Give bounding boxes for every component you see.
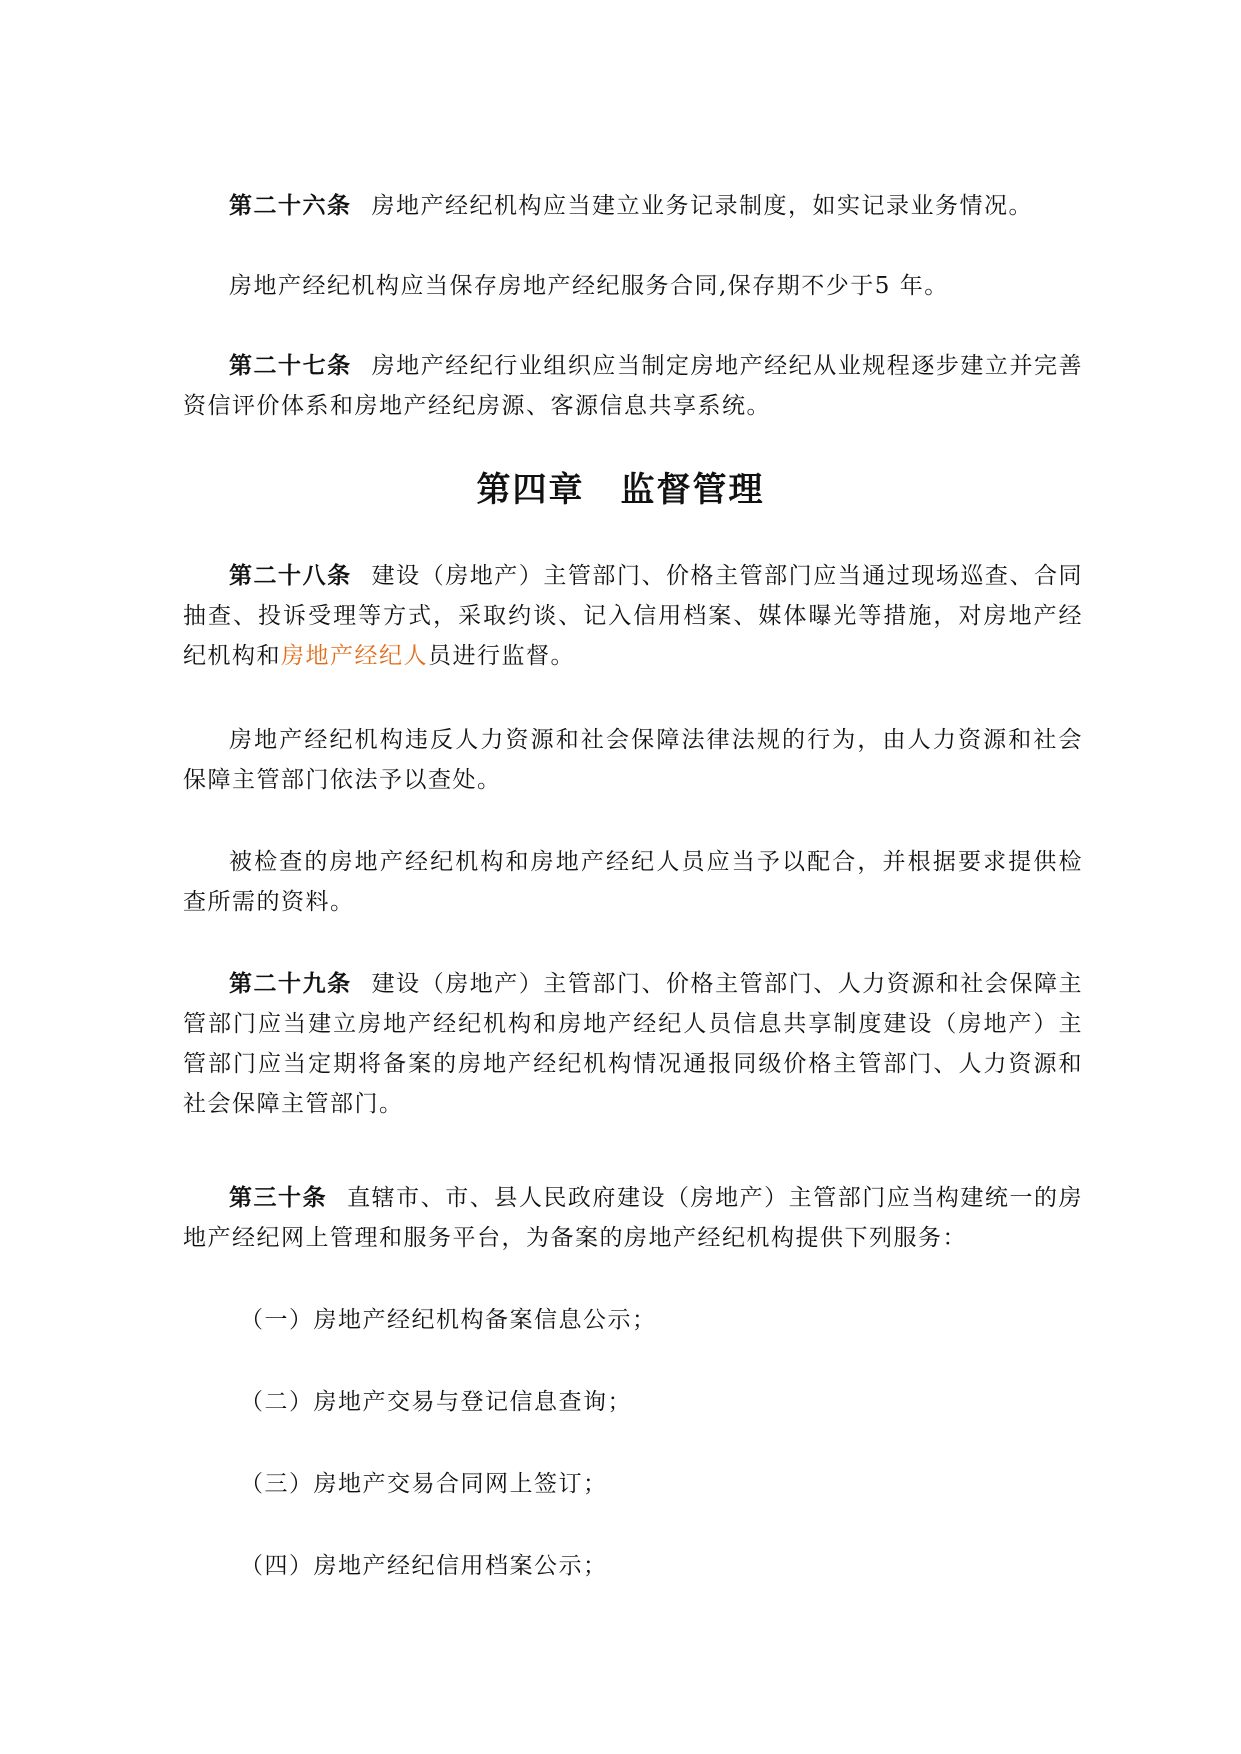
list-item: （一）房地产经纪机构备案信息公示； [240, 1307, 657, 1333]
article-text: 房地产经纪机构应当建立业务记录制度，如实记录业务情况。 [371, 193, 1033, 219]
chapter-heading [0, 466, 1241, 514]
article-number: 第二十七条 [229, 353, 352, 379]
article-text: 建设（房地产）主管部门、价格主管部门、人力资源和社会保障主管部门应当建立房地产经纪机构和房地产经纪人员信息共享制度建设（房地产）主管部门应当定期将备案的房地产经纪机构情况通报同级价格主管部门、人力资源和社会保障主管部门。 [183, 971, 1084, 1117]
article-28-paragraph-2: 房地产经纪机构违反人力资源和社会保障法律法规的行为，由人力资源和社会保障主管部门依法予以查处。 [183, 727, 1083, 793]
chapter-title: 监督管理 [620, 470, 765, 510]
article-text: 直辖市、市、县人民政府建设（房地产）主管部门应当构建统一的房地产经纪网上管理和服务平台，为备案的房地产经纪机构提供下列服务： [183, 1185, 1084, 1251]
article-number: 第三十条 [229, 1185, 328, 1211]
article-28-paragraph-3: 被检查的房地产经纪机构和房地产经纪人员应当予以配合，并根据要求提供检查所需的资料。 [183, 849, 1083, 915]
article-number: 第二十九条 [229, 971, 352, 997]
list-item: （四）房地产经纪信用档案公示； [240, 1553, 608, 1579]
article-28 [183, 556, 1083, 676]
highlighted-text: 房地产经纪人 [281, 643, 428, 669]
article-26-paragraph-2: 房地产经纪机构应当保存房地产经纪服务合同,保存期不少于5 年。 [229, 273, 949, 299]
article-number: 第二十八条 [229, 563, 352, 589]
article-text-end: 员进行监督。 [428, 643, 575, 669]
article-30 [183, 1178, 1083, 1258]
chapter-number: 第四章 [476, 470, 585, 510]
article-number: 第二十六条 [229, 193, 352, 219]
article-27 [183, 346, 1083, 426]
article-29 [183, 964, 1083, 1124]
article-text: 建设（房地产）主管部门、价格主管部门应当通过现场巡查、合同抽查、投诉受理等方式，采取约谈、记入信用档案、媒体曝光等措施，对房地产经纪机构和 [183, 563, 1084, 669]
list-item: （二）房地产交易与登记信息查询； [240, 1389, 632, 1415]
list-item: （三）房地产交易合同网上签订； [240, 1471, 608, 1497]
article-text: 房地产经纪行业组织应当制定房地产经纪从业规程逐步建立并完善资信评价体系和房地产经纪房源、客源信息共享系统。 [183, 353, 1084, 419]
article-26 [183, 186, 1083, 226]
